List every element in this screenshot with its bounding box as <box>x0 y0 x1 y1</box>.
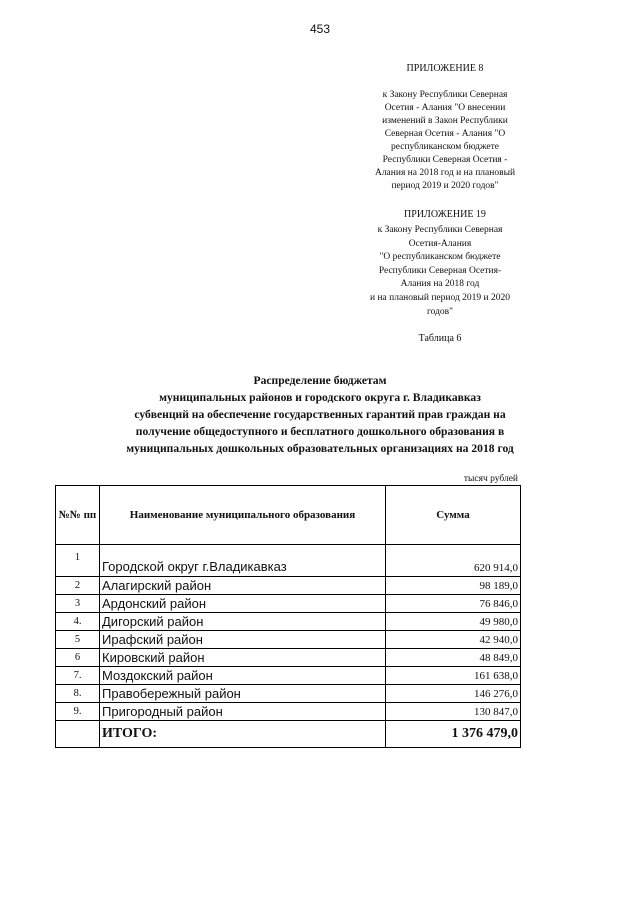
row-name: Дигорский район <box>100 613 386 631</box>
appendix-8-heading: ПРИЛОЖЕНИЕ 8 <box>406 63 484 74</box>
row-number: 2 <box>56 577 100 595</box>
appendix-19-heading: ПРИЛОЖЕНИЕ 19 <box>404 209 486 220</box>
row-sum: 48 849,0 <box>386 649 521 667</box>
header-sum: Сумма <box>386 486 521 545</box>
row-sum: 76 846,0 <box>386 595 521 613</box>
title-line: получение общедоступного и бесплатного дошкольного образования в <box>135 425 505 438</box>
table-row <box>56 577 521 595</box>
appendix-8-line: Осетия - Алания "О внесении <box>384 103 506 113</box>
table-row <box>56 667 521 685</box>
row-name: Кировский район <box>100 649 386 667</box>
appendix-19-line: Алания на 2018 год <box>400 279 480 290</box>
table-label: Таблица 6 <box>418 333 462 344</box>
row-number: 5 <box>56 631 100 649</box>
appendix-19-text <box>345 224 535 319</box>
title-line: муниципальных дошкольных образовательных организациях на 2018 год <box>126 442 514 455</box>
appendix-8-line: к Закону Республики Северная <box>382 90 508 100</box>
appendix-8-text <box>360 89 530 193</box>
table-total-row <box>56 721 521 748</box>
table-row <box>56 685 521 703</box>
unit-label: тысяч рублей <box>463 474 518 484</box>
row-sum: 130 847,0 <box>386 703 521 721</box>
row-number: 4. <box>56 613 100 631</box>
row-name: Алагирский район <box>100 577 386 595</box>
row-sum: 161 638,0 <box>386 667 521 685</box>
table-row <box>56 649 521 667</box>
document-title <box>40 372 600 457</box>
appendix-19-line: "О республиканском бюджете <box>379 252 501 263</box>
table-row <box>56 613 521 631</box>
appendix-19-line: Осетия-Алания <box>408 238 472 249</box>
appendix-19-line: к Закону Республики Северная <box>377 225 503 235</box>
header-number: №№ пп <box>56 486 100 545</box>
row-name: Ардонский район <box>100 595 386 613</box>
appendix-8-line: Северная Осетия - Алания "О <box>384 129 506 139</box>
table-row <box>56 631 521 649</box>
title-line: муниципальных районов и городского округа г. Владикавказ <box>159 391 481 404</box>
page-number: 453 <box>309 22 331 36</box>
table-row <box>56 703 521 721</box>
appendix-8-line: период 2019 и 2020 годов" <box>391 181 499 191</box>
row-number: 6 <box>56 649 100 667</box>
row-number: 8. <box>56 685 100 703</box>
row-name: Пригородный район <box>100 703 386 721</box>
row-number: 1 <box>56 545 100 577</box>
total-sum: 1 376 479,0 <box>386 721 521 748</box>
row-name: Правобережный район <box>100 685 386 703</box>
row-sum: 146 276,0 <box>386 685 521 703</box>
appendix-8-line: Республики Северная Осетия - <box>382 155 508 165</box>
title-line: субвенций на обеспечение государственных гарантий прав граждан на <box>134 408 506 421</box>
row-number: 7. <box>56 667 100 685</box>
appendix-8-line: изменений в Закон Республики <box>382 116 508 126</box>
appendix-19-line: годов" <box>426 306 454 317</box>
title-line: Распределение бюджетам <box>253 374 387 387</box>
appendix-19-line: и на плановый период 2019 и 2020 <box>370 292 510 303</box>
budget-table <box>55 485 521 748</box>
appendix-8-line: республиканском бюджете <box>391 142 499 152</box>
row-sum: 42 940,0 <box>386 631 521 649</box>
appendix-8-line: Алания на 2018 год и на плановый <box>374 168 516 178</box>
row-number: 3 <box>56 595 100 613</box>
row-name: Моздокский район <box>100 667 386 685</box>
total-number-cell <box>56 721 100 748</box>
appendix-19-line: Республики Северная Осетия- <box>378 265 502 276</box>
row-name: Ирафский район <box>100 631 386 649</box>
row-sum: 620 914,0 <box>386 545 521 577</box>
row-sum: 98 189,0 <box>386 577 521 595</box>
table-row <box>56 545 521 577</box>
table-row <box>56 595 521 613</box>
row-sum: 49 980,0 <box>386 613 521 631</box>
header-name: Наименование муниципального образования <box>100 486 386 545</box>
table-header-row <box>56 486 521 545</box>
row-name: Городской округ г.Владикавказ <box>100 545 386 577</box>
row-number: 9. <box>56 703 100 721</box>
total-label: ИТОГО: <box>100 721 386 748</box>
